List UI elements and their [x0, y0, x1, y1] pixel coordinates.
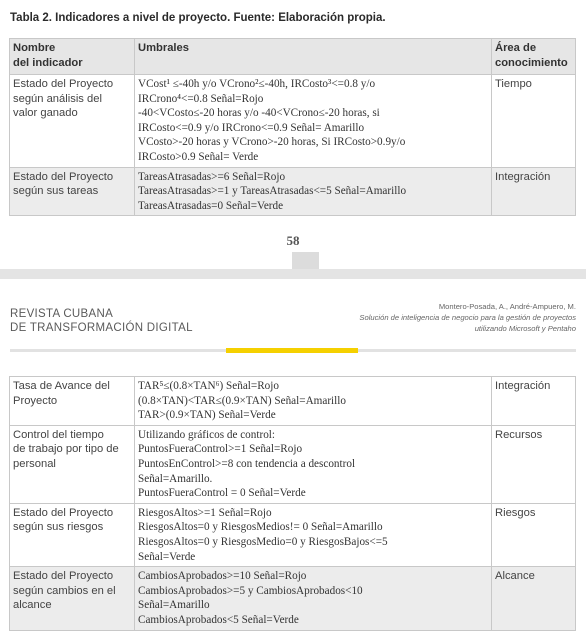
threshold-line: Señal=Amarillo. [138, 472, 213, 485]
knowledge-area-cell: Recursos [492, 425, 576, 503]
indicator-name-cell [10, 567, 135, 630]
threshold-cell [135, 503, 492, 566]
article-title-line: Solución de inteligencia de negocio para la gestión de proyectos [359, 313, 576, 322]
header-line: del indicador [13, 56, 83, 69]
threshold-line: PuntosFueraControl>=1 Señal=Rojo [138, 443, 303, 456]
threshold-line: TareasAtrasadas>=6 Señal=Rojo [138, 170, 286, 183]
threshold-line: PuntosEnControl>=8 con tendencia a descontrol [138, 457, 356, 470]
indicator-name-cell [10, 167, 135, 216]
threshold-line: IRCrono⁴<=0.8 Señal=Rojo [138, 92, 264, 105]
table-row [10, 377, 576, 426]
indicator-name-cell [10, 503, 135, 566]
header-line: Área de [495, 42, 537, 54]
page-tab-marker [292, 252, 319, 269]
knowledge-area-cell: Integración [492, 377, 576, 426]
indicator-name-line: Estado del Proyecto [13, 506, 114, 519]
header-thresholds [135, 39, 492, 75]
table-row [10, 503, 576, 566]
journal-name-line: DE TRANSFORMACIÓN DIGITAL [10, 322, 193, 334]
table-row [10, 425, 576, 503]
threshold-cell [135, 425, 492, 503]
page-break-band [0, 269, 586, 279]
journal-name [10, 307, 193, 335]
threshold-line: RiesgosAltos=0 y RiesgosMedios!= 0 Señal=Amarillo [138, 521, 383, 534]
indicator-name-line: según cambios en el [13, 584, 116, 597]
header-accent-rule [226, 348, 358, 353]
threshold-line: RiesgosAltos=0 y RiesgosMedio=0 y RiesgosBajos<=5 [138, 535, 388, 548]
indicator-name-line: valor ganado [13, 107, 78, 120]
indicator-name-cell [10, 75, 135, 168]
indicators-table-bottom [9, 376, 576, 631]
indicator-name-cell [10, 425, 135, 503]
knowledge-area-cell: Alcance [492, 567, 576, 630]
indicator-name-line: de trabajo por tipo de [13, 443, 119, 456]
indicator-name-line: Control del tiempo [13, 428, 104, 441]
indicator-name-line: personal [13, 457, 56, 470]
table-header-row [10, 39, 576, 75]
table-caption: Tabla 2. Indicadores a nivel de proyecto. Fuente: Elaboración propia. [10, 12, 386, 24]
threshold-line: TAR⁵≤(0.8×TAN⁶) Señal=Rojo [138, 380, 279, 392]
threshold-line: VCost¹ ≤-40h y/o VCrono²≤-40h, IRCosto³<=0.8 y/o [138, 78, 376, 90]
threshold-line: TAR>(0.9×TAN) Señal=Verde [138, 409, 276, 422]
knowledge-area-cell: Riesgos [492, 503, 576, 566]
indicator-name-line: según sus tareas [13, 185, 99, 198]
header-knowledge-area [492, 39, 576, 75]
indicator-name-line: según análisis del [13, 92, 102, 105]
threshold-line: TareasAtrasadas>=1 y TareasAtrasadas<=5 Señal=Amarillo [138, 185, 407, 198]
threshold-line: IRCosto>0.9 Señal= Verde [138, 150, 259, 163]
indicators-table-top [9, 38, 576, 216]
authors-line: Montero-Posada, A., André-Ampuero, M. [438, 302, 576, 311]
threshold-line: CambiosAprobados<5 Señal=Verde [138, 613, 299, 626]
indicator-name-line: Estado del Proyecto [13, 570, 114, 583]
knowledge-area-cell: Integración [492, 167, 576, 216]
indicator-name-line: según sus riesgos [13, 521, 104, 534]
threshold-line: VCosto>-20 horas y VCrono>-20 horas, Si IRCosto>0.9y/o [138, 136, 406, 149]
indicator-name-line: Estado del Proyecto [13, 78, 114, 90]
threshold-line: -40<VCosto≤-20 horas y/o -40<VCrono≤-20 horas, si [138, 107, 380, 120]
indicator-name-line: alcance [13, 599, 52, 612]
header-indicator-name [10, 39, 135, 75]
table-row [10, 567, 576, 630]
indicator-name-cell [10, 377, 135, 426]
journal-name-line: REVISTA CUBANA [10, 308, 114, 320]
table-row [10, 167, 576, 216]
table-row [10, 75, 576, 168]
page-number: 58 [286, 233, 300, 248]
article-title-line: utilizando Microsoft y Pentaho [474, 324, 576, 333]
threshold-cell [135, 75, 492, 168]
running-header-authors [359, 301, 576, 334]
threshold-cell [135, 567, 492, 630]
threshold-line: Señal=Amarillo [138, 599, 210, 612]
indicator-name-line: Proyecto [13, 394, 58, 407]
threshold-line: TareasAtrasadas=0 Señal=Verde [138, 199, 284, 212]
threshold-line: CambiosAprobados>=10 Señal=Rojo [138, 570, 307, 583]
knowledge-area-cell: Tiempo [492, 75, 576, 168]
threshold-line: Utilizando gráficos de control: [138, 428, 276, 441]
indicator-name-line: Estado del Proyecto [13, 170, 114, 183]
threshold-line: IRCosto<=0.9 y/o IRCrono<=0.9 Señal= Amarillo [138, 121, 365, 134]
threshold-line: PuntosFueraControl = 0 Señal=Verde [138, 487, 306, 500]
header-line: Nombre [13, 42, 56, 54]
header-line: Umbrales [138, 42, 189, 54]
threshold-line: CambiosAprobados>=5 y CambiosAprobados<10 [138, 584, 363, 597]
threshold-cell [135, 377, 492, 426]
threshold-line: Señal=Verde [138, 550, 196, 563]
threshold-cell [135, 167, 492, 216]
indicator-name-line: Tasa de Avance del [13, 380, 110, 392]
threshold-line: (0.8×TAN)<TAR≤(0.9×TAN) Señal=Amarillo [138, 394, 346, 407]
threshold-line: RiesgosAltos>=1 Señal=Rojo [138, 506, 272, 519]
header-line: conocimiento [495, 56, 568, 69]
